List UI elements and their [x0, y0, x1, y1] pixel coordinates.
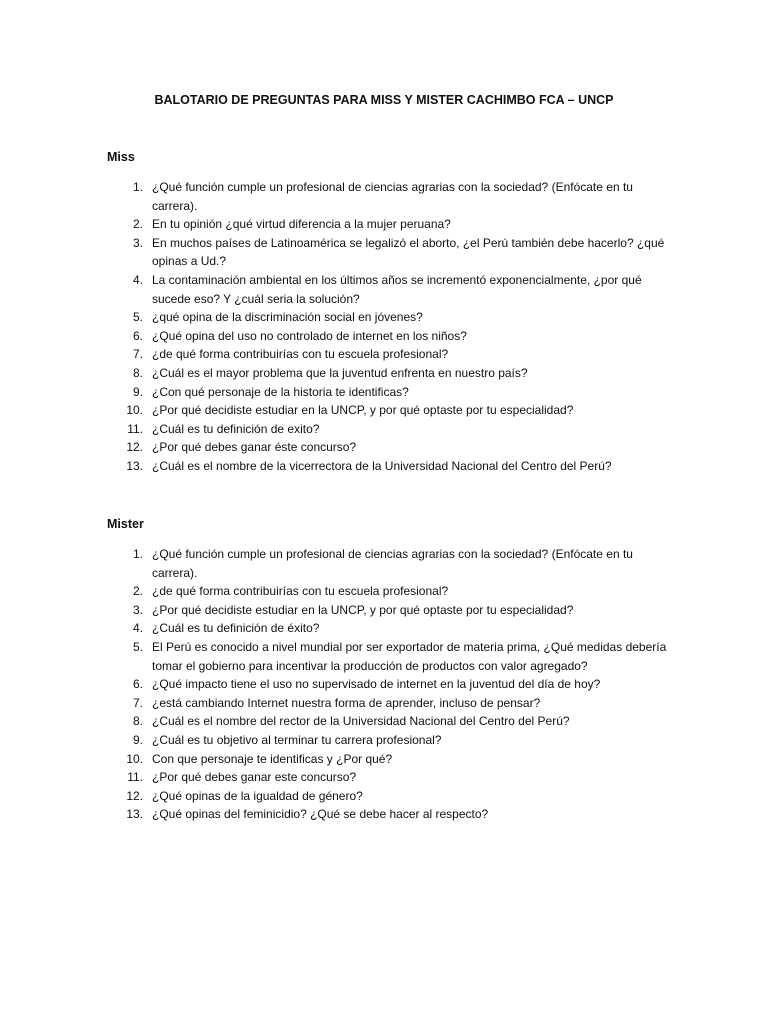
list-item	[107, 178, 677, 215]
question-text: ¿Qué opinas de la igualdad de género?	[152, 788, 363, 803]
question-number: 4.	[132, 272, 143, 287]
list-item	[107, 805, 677, 824]
question-number: 13.	[126, 807, 143, 822]
list-item	[107, 712, 677, 731]
question-text: ¿Por qué decidiste estudiar en la UNCP, y por qué optaste por tu especialidad?	[152, 602, 574, 617]
list-item	[107, 638, 677, 675]
question-text: ¿Qué opinas del feminicidio? ¿Qué se debe hacer al respecto?	[152, 807, 489, 822]
question-number: 3.	[132, 235, 143, 250]
question-list-miss	[107, 178, 677, 476]
question-number: 5.	[132, 310, 143, 325]
list-item	[107, 694, 677, 713]
list-item	[107, 327, 677, 346]
question-number: 10.	[126, 751, 143, 766]
list-item	[107, 787, 677, 806]
question-text: ¿Qué función cumple un profesional de ciencias agrarias con la sociedad? (Enfócate en tu carrera).	[152, 547, 633, 580]
question-number: 11.	[127, 770, 143, 785]
question-text: ¿Cuál es el nombre del rector de la Universidad Nacional del Centro del Perú?	[152, 714, 570, 729]
question-number: 9.	[132, 732, 143, 747]
question-number: 1.	[132, 547, 143, 561]
question-text: ¿Cuál es el mayor problema que la juventud enfrenta en nuestro país?	[152, 365, 528, 380]
question-text: ¿Cuál es el nombre de la vicerrectora de la Universidad Nacional del Centro del Perú?	[152, 458, 612, 473]
list-item	[107, 401, 677, 420]
question-text: En muchos países de Latinoamérica se legalizó el aborto, ¿el Perú también debe hacerlo? ¿qué opinas a Ud.?	[152, 235, 665, 269]
question-text: ¿Con qué personaje de la historia te identificas?	[152, 384, 409, 399]
question-text: ¿qué opina de la discriminación social en jóvenes?	[152, 310, 423, 325]
question-text: Con que personaje te identificas y ¿Por qué?	[152, 751, 393, 766]
list-item	[107, 215, 677, 234]
question-number: 2.	[132, 584, 143, 599]
list-item	[107, 308, 677, 327]
question-text: La contaminación ambiental en los últimos años se incrementó exponencialmente, ¿por qué sucede eso? Y ¿cuál seria la solución?	[152, 272, 642, 306]
question-text: ¿Por qué debes ganar este concurso?	[152, 770, 357, 785]
list-item	[107, 582, 677, 601]
list-item	[107, 420, 677, 439]
list-item	[107, 545, 677, 582]
question-number: 9.	[132, 384, 143, 399]
list-item	[107, 619, 677, 638]
question-text: ¿de qué forma contribuirías con tu escuela profesional?	[152, 347, 449, 362]
question-number: 3.	[132, 602, 143, 617]
question-text: ¿está cambiando Internet nuestra forma de aprender, incluso de pensar?	[152, 695, 541, 710]
document-title: BALOTARIO DE PREGUNTAS PARA MISS Y MISTER CACHIMBO FCA – UNCP	[154, 93, 614, 107]
section-heading-miss: Miss	[107, 150, 135, 164]
question-text: ¿Qué función cumple un profesional de ciencias agrarias con la sociedad? (Enfócate en tu carrera).	[152, 180, 633, 213]
list-item	[107, 234, 677, 271]
question-text: ¿Por qué decidiste estudiar en la UNCP, y por qué optaste por tu especialidad?	[152, 403, 574, 418]
question-number: 5.	[132, 639, 143, 654]
question-number: 10.	[126, 403, 143, 418]
question-number: 2.	[132, 217, 143, 232]
section-heading-mister: Mister	[107, 517, 144, 531]
question-text: ¿Qué opina del uso no controlado de internet en los niños?	[152, 328, 467, 343]
question-text: El Perú es conocido a nivel mundial por ser exportador de materia prima, ¿Qué medidas debería tomar el gobierno para incentivar la producción de productos con valor agregado?	[152, 639, 667, 673]
question-number: 12.	[126, 788, 143, 803]
list-item	[107, 675, 677, 694]
question-text: ¿Por qué debes ganar éste concurso?	[152, 440, 357, 455]
question-text: ¿Cuál es tu objetivo al terminar tu carrera profesional?	[152, 732, 442, 747]
question-number: 6.	[132, 677, 143, 692]
list-item	[107, 383, 677, 402]
question-text: ¿Cuál es tu definición de éxito?	[152, 621, 320, 636]
list-item	[107, 457, 677, 476]
list-item	[107, 750, 677, 769]
question-text: ¿de qué forma contribuirías con tu escuela profesional?	[152, 584, 449, 599]
list-item	[107, 438, 677, 457]
question-number: 1.	[132, 180, 143, 194]
question-number: 7.	[132, 695, 143, 710]
list-item	[107, 271, 677, 308]
question-number: 4.	[132, 621, 143, 636]
question-list-mister	[107, 545, 677, 824]
question-text: ¿Qué impacto tiene el uso no supervisado de internet en la juventud del día de hoy?	[152, 677, 601, 692]
list-item	[107, 601, 677, 620]
list-item	[107, 768, 677, 787]
question-text: En tu opinión ¿qué virtud diferencia a la mujer peruana?	[152, 217, 451, 232]
question-number: 8.	[132, 714, 143, 729]
question-number: 11.	[127, 421, 143, 436]
list-item	[107, 345, 677, 364]
list-item	[107, 364, 677, 383]
question-number: 6.	[132, 328, 143, 343]
question-number: 8.	[132, 365, 143, 380]
question-number: 12.	[126, 440, 143, 455]
question-number: 13.	[126, 458, 143, 473]
question-number: 7.	[132, 347, 143, 362]
list-item	[107, 731, 677, 750]
question-text: ¿Cuál es tu definición de exito?	[152, 421, 320, 436]
